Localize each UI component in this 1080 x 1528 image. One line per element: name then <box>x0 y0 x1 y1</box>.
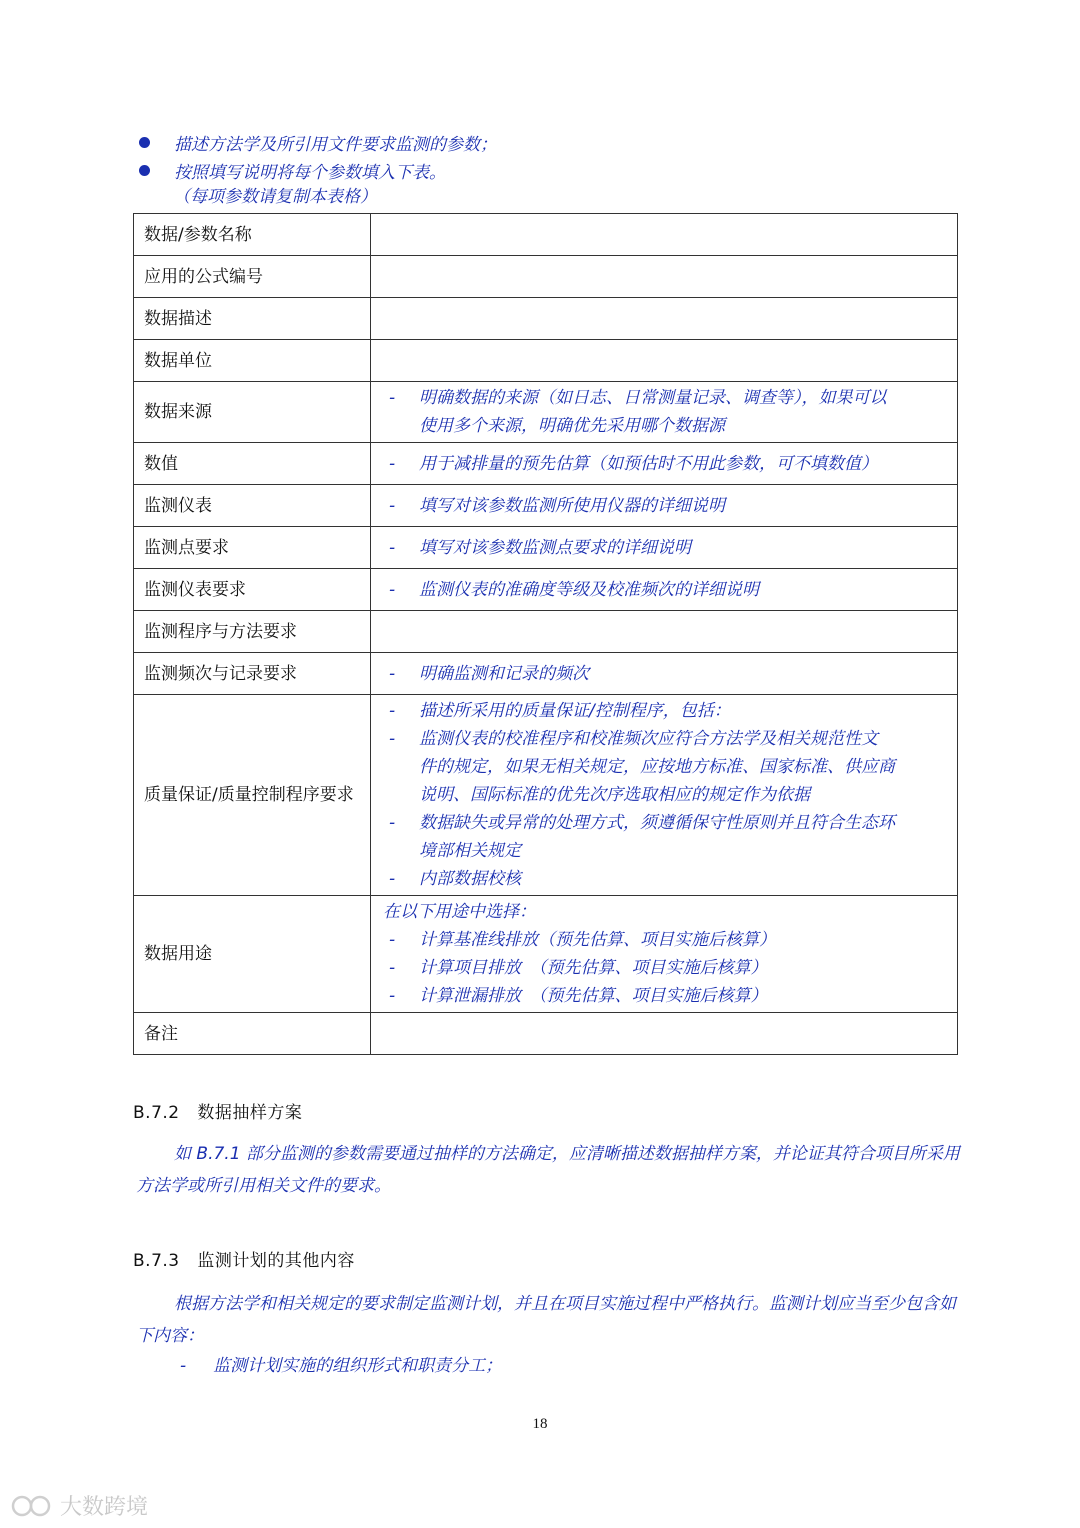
dash-marker <box>383 412 419 440</box>
cell-line-text: 填写对该参数监测所使用仪器的详细说明 <box>419 495 725 516</box>
dash-marker <box>383 781 419 809</box>
parameter-label: 应用的公式编号 <box>134 256 371 298</box>
dash-marker: - <box>389 453 396 474</box>
table-row <box>134 485 958 527</box>
cell-line <box>383 781 949 809</box>
cell-line <box>383 450 949 478</box>
dash-marker: - <box>389 537 396 558</box>
parameter-value-cell[interactable] <box>371 1013 958 1055</box>
cell-line <box>383 697 949 725</box>
cell-line-text: 明确数据的来源（如日志、日常测量记录、调查等），如果可以 <box>419 388 887 408</box>
cell-line-text: 计算项目排放 （预先估算、项目实施后核算） <box>419 958 768 978</box>
bullet-icon <box>139 165 150 176</box>
cell-line <box>383 534 949 562</box>
page-number: 18 <box>532 1416 548 1432</box>
parameter-value-cell[interactable] <box>371 298 958 340</box>
parameter-label: 数据描述 <box>134 298 371 340</box>
section-number: B.7.3 <box>133 1251 180 1271</box>
dash-marker <box>383 753 419 781</box>
parameter-value-cell[interactable] <box>371 340 958 382</box>
cell-line-text: 数据缺失或异常的处理方式，须遵循保守性原则并且符合生态环 <box>419 813 895 833</box>
cell-line <box>383 412 949 440</box>
instruction-list <box>136 128 956 210</box>
bullet-icon <box>139 137 150 148</box>
parameter-value-cell[interactable] <box>371 695 958 896</box>
list-item <box>180 1350 880 1382</box>
parameter-value-cell[interactable] <box>371 896 958 1013</box>
cell-line <box>383 982 949 1010</box>
parameter-label: 数据/参数名称 <box>134 214 371 256</box>
parameter-value-cell[interactable] <box>371 443 958 485</box>
cell-line-text: 计算基准线排放（预先估算、项目实施后核算） <box>419 930 776 950</box>
table-row <box>134 896 958 1013</box>
dash-marker: - <box>389 958 396 978</box>
section-title: 数据抽样方案 <box>197 1103 303 1123</box>
section-title: 监测计划的其他内容 <box>197 1251 355 1271</box>
cell-line-text: 境部相关规定 <box>419 841 521 861</box>
parameter-value-cell[interactable] <box>371 653 958 695</box>
cell-line-text: 填写对该参数监测点要求的详细说明 <box>419 537 691 558</box>
cell-line-text: 件的规定，如果无相关规定，应按地方标准、国家标准、供应商 <box>419 757 895 777</box>
parameter-value-cell[interactable] <box>371 256 958 298</box>
cell-line <box>383 837 949 865</box>
dash-marker: - <box>389 869 396 889</box>
list-item <box>136 128 956 156</box>
cell-line <box>383 809 949 837</box>
cell-line <box>383 576 949 604</box>
table-row <box>134 298 958 340</box>
watermark-text: 大数跨境 <box>60 1495 149 1520</box>
dash-marker: - <box>389 729 396 749</box>
parameter-label: 质量保证/质量控制程序要求 <box>134 695 371 896</box>
cell-line-text: 监测仪表的校准程序和校准频次应符合方法学及相关规范性文 <box>419 729 878 749</box>
cell-line-text: 明确监测和记录的频次 <box>419 663 589 684</box>
table-row <box>134 340 958 382</box>
parameter-label: 监测点要求 <box>134 527 371 569</box>
section-heading-b73 <box>133 1246 355 1271</box>
parameter-label: 备注 <box>134 1013 371 1055</box>
table-row <box>134 695 958 896</box>
cell-line-text: 使用多个来源，明确优先采用哪个数据源 <box>419 416 725 436</box>
list-item <box>136 156 956 184</box>
section-body-b72: 如 B.7.1 部分监测的参数需要通过抽样的方法确定，应清晰描述数据抽样方案，并论证其符合项目所采用方法学或所引用相关文件的要求。 <box>136 1144 960 1196</box>
parameter-value-cell[interactable] <box>371 214 958 256</box>
dash-marker: - <box>389 986 396 1006</box>
parameter-label: 数据用途 <box>134 896 371 1013</box>
cell-line <box>383 753 949 781</box>
dash-marker <box>383 837 419 865</box>
table-row <box>134 1013 958 1055</box>
parameter-value-cell[interactable] <box>371 527 958 569</box>
dash-marker: - <box>389 930 396 950</box>
cell-line-text: 计算泄漏排放 （预先估算、项目实施后核算） <box>419 986 768 1006</box>
bullet-text: 描述方法学及所引用文件要求监测的参数； <box>174 134 497 155</box>
bullet-text: 按照填写说明将每个参数填入下表。 <box>174 162 446 183</box>
parameter-label: 数据来源 <box>134 382 371 443</box>
table-row <box>134 214 958 256</box>
cell-line-text: 内部数据校核 <box>419 869 521 889</box>
dash-marker: - <box>389 388 396 408</box>
cell-line-text: 描述所采用的质量保证/控制程序，包括： <box>419 701 731 721</box>
cell-line <box>383 898 949 926</box>
cell-line <box>383 865 949 893</box>
parameter-value-cell[interactable] <box>371 569 958 611</box>
parameter-label: 数据单位 <box>134 340 371 382</box>
cell-line-text: 说明、国际标准的优先次序选取相应的规定作为依据 <box>419 785 810 805</box>
table-row <box>134 382 958 443</box>
parameter-table <box>133 213 958 1055</box>
watermark-logo-icon <box>10 1494 54 1518</box>
parameter-value-cell[interactable] <box>371 382 958 443</box>
cell-line-text: 用于减排量的预先估算（如预估时不用此参数，可不填数值） <box>419 453 878 474</box>
table-row <box>134 653 958 695</box>
parameter-value-cell[interactable] <box>371 611 958 653</box>
cell-line-text: 在以下用途中选择： <box>383 902 536 922</box>
dash-marker: - <box>180 1356 187 1376</box>
cell-line <box>383 492 949 520</box>
cell-line-text: 监测仪表的准确度等级及校准频次的详细说明 <box>419 579 759 600</box>
watermark <box>10 1490 148 1521</box>
section-number: B.7.2 <box>133 1103 180 1123</box>
dash-marker: - <box>389 813 396 833</box>
cell-line <box>383 926 949 954</box>
parameter-label: 监测仪表要求 <box>134 569 371 611</box>
cell-line <box>383 384 949 412</box>
parameter-value-cell[interactable] <box>371 485 958 527</box>
parameter-label: 监测程序与方法要求 <box>134 611 371 653</box>
parameter-label: 数值 <box>134 443 371 485</box>
table-row <box>134 569 958 611</box>
parameter-label: 监测仪表 <box>134 485 371 527</box>
cell-line <box>383 725 949 753</box>
section-body-b73: 根据方法学和相关规定的要求制定监测计划，并且在项目实施过程中严格执行。监测计划应当至少包含如下内容： <box>136 1294 956 1346</box>
dash-marker: - <box>389 579 396 600</box>
parameter-label: 监测频次与记录要求 <box>134 653 371 695</box>
copy-note: （每项参数请复制本表格） <box>173 187 377 207</box>
dash-marker: - <box>389 663 396 684</box>
table-row <box>134 527 958 569</box>
dash-marker: - <box>389 495 396 516</box>
cell-line <box>383 954 949 982</box>
section-heading-b72 <box>133 1098 302 1123</box>
cell-line <box>383 660 949 688</box>
table-row <box>134 443 958 485</box>
list-item-text: 监测计划实施的组织形式和职责分工； <box>213 1356 503 1376</box>
dash-marker: - <box>389 701 396 721</box>
table-row <box>134 611 958 653</box>
table-row <box>134 256 958 298</box>
